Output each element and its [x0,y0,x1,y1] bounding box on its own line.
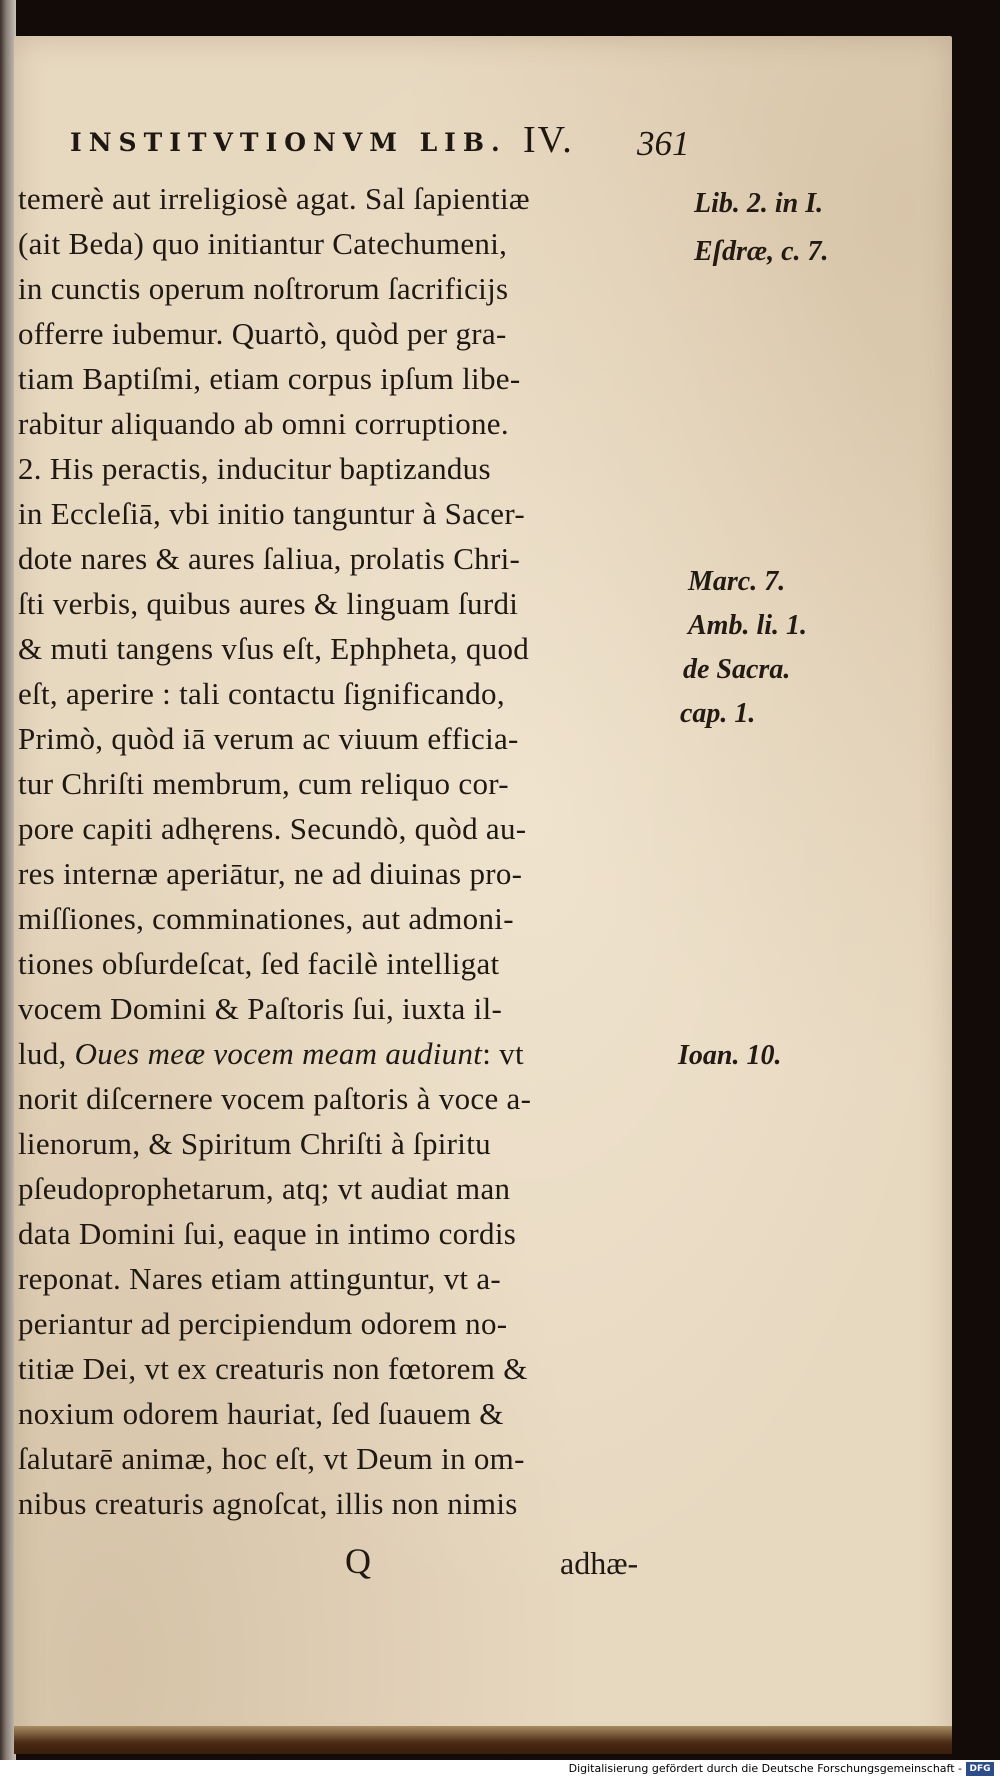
text-line: in Eccleſiā, vbi initio tanguntur à Sacer- [18,496,525,531]
text-line: periantur ad percipiendum odorem no- [18,1306,508,1341]
text-line: dote nares & aures ſaliua, prolatis Chri- [18,541,521,576]
dfg-logo: DFG [966,1762,994,1776]
text-line: nibus creaturis agnoſcat, illis non nimis [18,1486,518,1521]
text-line: temerè aut irreligiosè agat. Sal ſapientiæ [18,181,530,216]
margin-note: Marc. 7. [688,566,786,597]
text-fragment: : vt [482,1036,524,1071]
text-line: miſſiones, comminationes, aut admoni- [18,901,514,936]
running-head [70,118,690,162]
text-line: eſt, aperire : tali contactu ſignificando, [18,676,505,711]
text-line: noxium odorem hauriat, ſed ſuauem & [18,1396,504,1431]
margin-note: Lib. 2. in I. [694,188,824,219]
margin-note: Amb. li. 1. [688,610,808,641]
text-line: & muti tangens vſus eſt, Ephpheta, quod [18,631,530,666]
text-line: pſeudoprophetarum, atq; vt audiat man [18,1171,511,1206]
italic-quote: Oues meæ vocem meam audiunt [74,1036,483,1071]
margin-note: cap. 1. [680,698,756,729]
text-line: reponat. Nares etiam attinguntur, vt a- [18,1261,502,1296]
text-line: tiam Baptiſmi, etiam corpus ipſum libe- [18,361,521,396]
margin-note: de Sacra. [683,654,791,685]
page-bottom-edge [14,1726,952,1754]
digitization-footer [0,1760,1000,1780]
running-title: INSTITVTIONVM LIB. [70,128,507,157]
text-line: data Domini ſui, eaque in intimo cordis [18,1216,517,1251]
text-line: vocem Domini & Paſtoris ſui, iuxta il- [18,991,503,1026]
text-line: ſalutarē animæ, hoc eſt, vt Deum in om- [18,1441,525,1476]
text-line: in cunctis operum noſtrorum ſacrificijs [18,271,509,306]
text-fragment: lud, [18,1036,75,1071]
text-line: (ait Beda) quo initiantur Catechumeni, [18,226,508,261]
text-line: offerre iubemur. Quartò, quòd per gra- [18,316,507,351]
text-line: tur Chriſti membrum, cum reliquo cor- [18,766,509,801]
text-line: res internæ aperiātur, ne ad diuinas pro- [18,856,523,891]
text-line: titiæ Dei, vt ex creaturis non fœtorem & [18,1351,528,1386]
text-line: ſti verbis, quibus aures & linguam ſurdi [18,586,519,621]
text-line: Primò, quòd iā verum ac viuum efficia- [18,721,519,756]
margin-note: Ioan. 10. [678,1040,782,1071]
text-line: lienorum, & Spiritum Chriſti à ſpiritu [18,1126,491,1161]
text-line: 2. His peractis, inducitur baptizandus [18,451,491,486]
page-number: 361 [637,124,690,163]
text-line: pore capiti adhęrens. Secundò, quòd au- [18,811,527,846]
catchword: adhæ- [560,1545,639,1581]
margin-note: Eſdræ, c. 7. [694,236,829,267]
text-line: rabitur aliquando ab omni corruptione. [18,406,509,441]
text-line: norit diſcernere vocem paſtoris à voce a- [18,1081,532,1116]
text-line: tiones obſurdeſcat, ſed facilè intelligat [18,946,500,981]
text-line-with-quote [18,1032,524,1076]
footer-credit: Digitalisierung gefördert durch die Deutsche Forschungsgemeinschaft - [568,1762,962,1775]
signature-mark: Q [345,1541,371,1581]
book-number: IV. [523,119,574,161]
